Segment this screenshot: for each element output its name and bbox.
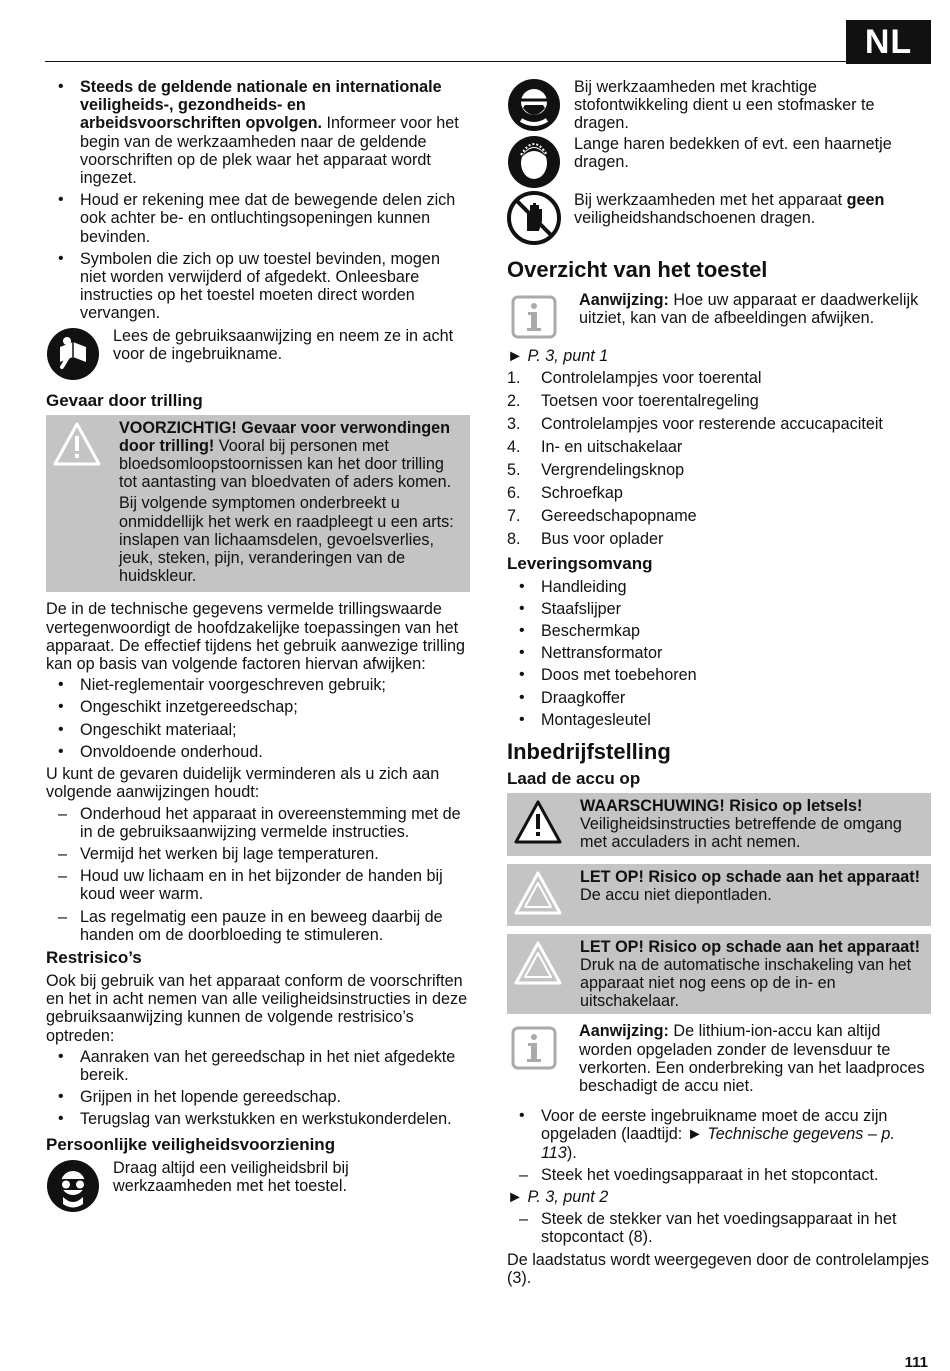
charging-steps-bullets bbox=[507, 1107, 931, 1162]
list-item: – Las regelmatig een pauze in en beweeg daarbij de handen om de doorbloeding te stimuleren. bbox=[46, 908, 470, 944]
list-item: • Nettransformator bbox=[507, 644, 931, 662]
caution-triangle-icon bbox=[513, 940, 563, 988]
list-item: • Steeds de geldende nationale en internationale veiligheids-, gezondheids- en arbeidsvoorschriften opvolgen. Informeer voor het begin van de werkzaamheden naar de geldende voorschriften op de plek waar het apparaat wordt ingezet. bbox=[46, 78, 470, 187]
warning-triangle-icon bbox=[52, 421, 102, 469]
hair-net-row bbox=[507, 135, 931, 189]
no-gloves-row bbox=[507, 191, 931, 245]
caution-triangle-icon bbox=[513, 870, 563, 918]
list-item: 8. Bus voor oplader bbox=[507, 530, 664, 549]
commissioning-heading: Inbedrijfstelling bbox=[507, 738, 671, 764]
list-item: • Beschermkap bbox=[507, 622, 931, 640]
language-tab: NL bbox=[846, 20, 931, 64]
list-item: 6. Schroefkap bbox=[507, 484, 623, 503]
charge-battery-heading: Laad de accu op bbox=[507, 768, 641, 788]
vibration-warning-title: VOORZICHTIG! Gevaar voor verwondingen door trilling! bbox=[119, 418, 450, 455]
list-item: • Voor de eerste ingebruikname moet de accu zijn opgeladen (laadtijd: ► Technische gegevens – p. 113). bbox=[507, 1107, 931, 1162]
warning-box: WAARSCHUWING! Risico op letsels! Veiligheidsinstructies betreffende de omgang met acculaders in acht nemen. bbox=[507, 793, 931, 856]
hair-net-text: Lange haren bedekken of evt. een haarnetje dragen. bbox=[574, 134, 892, 171]
overview-note: Aanwijzing: Hoe uw apparaat er daadwerkelijk uitziet, kan van de afbeeldingen afwijken. bbox=[507, 291, 931, 339]
page-number: 111 bbox=[904, 1354, 928, 1371]
right-column bbox=[507, 78, 931, 1290]
vibration-paragraph: De in de technische gegevens vermelde trillingswaarde vertegenwoordigt de hoofdzakelijke toepassingen van het apparaat. De effectief tijdens het gebruik aanwezige trilling kan op basis van volgende factoren hiervan afwijken: bbox=[46, 600, 466, 674]
vibration-paragraph-2: U kunt de gevaren duidelijk verminderen als u zich aan volgende aanwijzingen houdt: bbox=[46, 765, 440, 802]
dust-mask-text: Bij werkzaamheden met krachtige stofontwikkeling dient u een stofmasker te dragen. bbox=[574, 78, 875, 133]
scope-heading: Leveringsomvang bbox=[507, 553, 653, 573]
vibration-tips-list bbox=[46, 805, 470, 944]
list-item: 2. Toetsen voor toerentalregeling bbox=[507, 391, 759, 410]
dust-mask-icon bbox=[507, 78, 561, 132]
no-gloves-icon bbox=[507, 191, 561, 245]
list-item: 3. Controlelampjes voor resterende accucapaciteit bbox=[507, 415, 883, 433]
info-icon bbox=[511, 1026, 557, 1070]
residual-risk-paragraph: Ook bij gebruik van het apparaat conform de voorschriften en het in acht nemen van alle veiligheidsinstructies in deze gebruiksaanwijzing kunnen de volgende restrisico’s optreden: bbox=[46, 971, 468, 1045]
figure-reference: ► P. 3, punt 1 bbox=[507, 346, 609, 365]
list-item: – Vermijd het werken bij lage temperaturen. bbox=[46, 845, 470, 863]
vibration-heading: Gevaar door trilling bbox=[46, 390, 203, 410]
figure-reference-2: ► P. 3, punt 2 bbox=[507, 1188, 609, 1207]
list-item: – Onderhoud het apparaat in overeenstemming met de in de gebruiksaanwijzing vermelde instructies. bbox=[46, 805, 470, 841]
list-item: • Aanraken van het gereedschap in het niet afgedekte bereik. bbox=[46, 1048, 470, 1084]
read-manual-text: Lees de gebruiksaanwijzing en neem ze in acht voor de ingebruikname. bbox=[113, 326, 454, 363]
charge-status-text: De laadstatus wordt weergegeven door de controlelampjes (3). bbox=[507, 1250, 930, 1287]
vibration-warning-box: VOORZICHTIG! Gevaar voor verwondingen door trilling! Vooral bij personen met bloedsomloopstoornissen kan het door trilling tot aantasting van bloedvaten of aders komen. Bij volgende symptomen onderbreekt u onmiddellijk het werk en raadpleegt u een arts: inslapen van lichaamsdelen, gevoelsverlies, jeuk, steken, pijn, veranderingen van de huidskleur. bbox=[46, 415, 470, 593]
hair-net-icon bbox=[507, 135, 561, 189]
list-item: • Ongeschikt materiaal; bbox=[46, 721, 470, 739]
header-rule bbox=[45, 61, 931, 62]
list-item: • Handleiding bbox=[507, 578, 931, 596]
list-item: • Montagesleutel bbox=[507, 711, 931, 729]
read-manual-icon bbox=[46, 327, 100, 381]
list-item: • Staafslijper bbox=[507, 600, 931, 618]
list-item: • Grijpen in het lopende gereedschap. bbox=[46, 1088, 470, 1106]
no-gloves-text: Bij werkzaamheden met het apparaat geen veiligheidshandschoenen dragen. bbox=[574, 190, 885, 227]
safety-goggles-icon bbox=[46, 1159, 100, 1213]
warning-triangle-icon bbox=[513, 799, 563, 847]
battery-note: Aanwijzing: De lithium-ion-accu kan altijd worden opgeladen zonder de levensduur te verkorten. Een onderbreking van het laadproces beschadigt de accu niet. bbox=[507, 1022, 931, 1095]
list-item: • Houd er rekening mee dat de bewegende delen zich ook achter be- en ontluchtingsopeningen kunnen bevinden. bbox=[46, 191, 470, 246]
list-item: • Symbolen die zich op uw toestel bevinden, mogen niet worden verwijderd of afgedekt. Onleesbare instructies op het toestel moeten direct worden vervangen. bbox=[46, 250, 470, 323]
list-item: 7. Gereedschapopname bbox=[507, 507, 697, 526]
list-item: 4. In- en uitschakelaar bbox=[507, 438, 683, 457]
safety-bullet-list bbox=[46, 78, 470, 323]
vibration-factors-list bbox=[46, 676, 470, 761]
info-icon bbox=[511, 295, 557, 339]
charging-steps-dash-2 bbox=[507, 1210, 931, 1246]
residual-risk-heading: Restrisico’s bbox=[46, 947, 142, 967]
list-item: 1. Controlelampjes voor toerental bbox=[507, 368, 762, 387]
list-item: – Steek de stekker van het voedingsapparaat in het stopcontact (8). bbox=[507, 1210, 931, 1246]
caution-box-2: LET OP! Risico op schade aan het apparaat! Druk na de automatische inschakeling van het apparaat niet nog eens op de in- en uitschakelaar. bbox=[507, 934, 931, 1015]
vibration-symptoms-text: Bij volgende symptomen onderbreekt u onmiddellijk het werk en raadpleegt u een arts: inslapen van lichaamsdelen, gevoelsverlies, jeuk, steken, pijn, veranderingen van de huidskleur. bbox=[119, 494, 454, 586]
list-item: • Doos met toebehoren bbox=[507, 666, 931, 684]
scope-list bbox=[507, 578, 931, 729]
charging-steps-dash-1 bbox=[507, 1166, 931, 1184]
list-item: – Steek het voedingsapparaat in het stopcontact. bbox=[507, 1166, 931, 1184]
parts-list bbox=[507, 369, 931, 549]
overview-heading: Overzicht van het toestel bbox=[507, 256, 768, 282]
dust-mask-row bbox=[507, 78, 931, 133]
goggles-text: Draag altijd een veiligheidsbril bij werkzaamheden met het toestel. bbox=[113, 1158, 349, 1195]
goggles-row bbox=[46, 1159, 470, 1213]
list-item: – Houd uw lichaam en in het bijzonder de handen bij koud weer warm. bbox=[46, 867, 470, 903]
read-manual-row bbox=[46, 327, 470, 381]
left-column bbox=[46, 78, 470, 1219]
list-item: • Draagkoffer bbox=[507, 689, 931, 707]
list-item: • Niet-reglementair voorgeschreven gebruik; bbox=[46, 676, 470, 694]
list-item: • Onvoldoende onderhoud. bbox=[46, 743, 470, 761]
caution-box-1: LET OP! Risico op schade aan het apparaat! De accu niet diepontladen. bbox=[507, 864, 931, 926]
list-item: • Ongeschikt inzetgereedschap; bbox=[46, 698, 470, 716]
list-item: 5. Vergrendelingsknop bbox=[507, 461, 685, 480]
technical-data-link[interactable]: Technische gegevens – p. 113 bbox=[541, 1125, 895, 1162]
ppe-heading: Persoonlijke veiligheidsvoorziening bbox=[46, 1134, 336, 1154]
list-item: • Terugslag van werkstukken en werkstukonderdelen. bbox=[46, 1110, 470, 1128]
warning-title: WAARSCHUWING! Risico op letsels! bbox=[580, 796, 863, 815]
residual-risk-list bbox=[46, 1048, 470, 1129]
